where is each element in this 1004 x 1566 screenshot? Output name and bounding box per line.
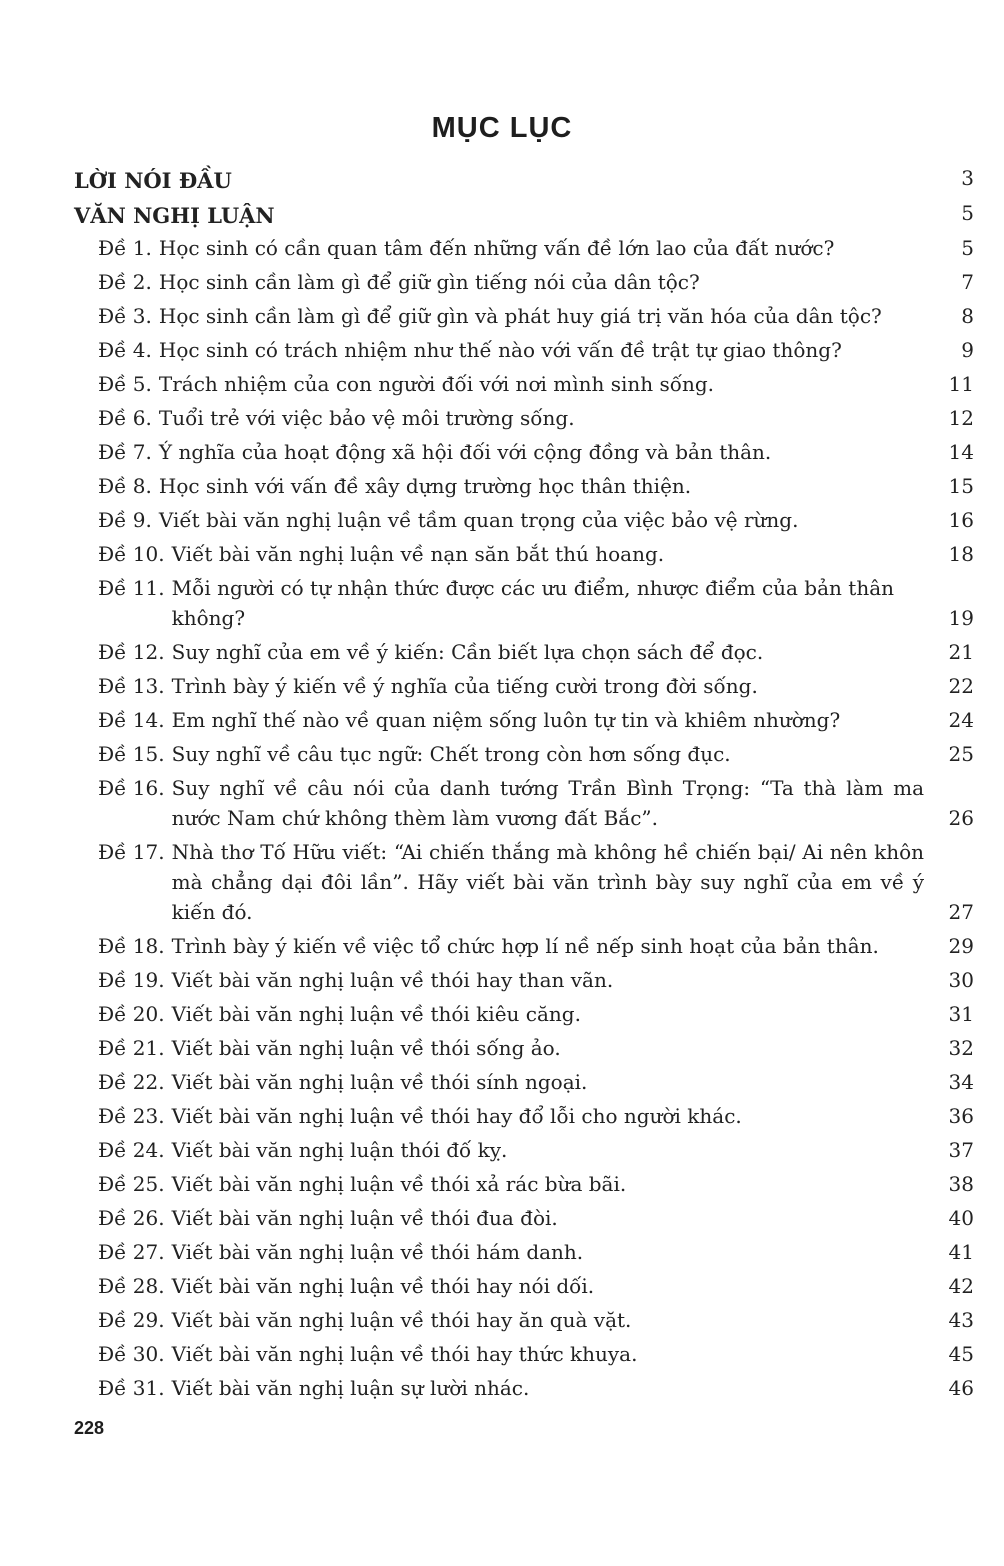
- entry-page-number: 34: [948, 1070, 974, 1094]
- entry-text: [98, 999, 924, 1029]
- toc-entry: [74, 637, 974, 667]
- entry-title: Học sinh có trách nhiệm như thế nào với vấn đề trật tự giao thông?: [158, 338, 842, 362]
- entry-label: Đề 30.: [98, 1342, 165, 1366]
- entry-label: Đề 13.: [98, 674, 165, 698]
- section-page-number: 3: [961, 166, 974, 190]
- toc-entry: [74, 573, 974, 633]
- toc-entry: [74, 1169, 974, 1199]
- entry-title: Suy nghĩ về câu tục ngữ: Chết trong còn hơn sống đục.: [171, 742, 731, 766]
- entry-label: Đề 7.: [98, 440, 152, 464]
- entry-title: Viết bài văn nghị luận thói đố kỵ.: [171, 1138, 508, 1162]
- toc-entry: [74, 1373, 974, 1403]
- entry-title: Viết bài văn nghị luận về nạn săn bắt thú hoang.: [171, 542, 665, 566]
- entry-label: Đề 14.: [98, 708, 165, 732]
- entry-page-number: 26: [948, 806, 974, 830]
- entry-title: Suy nghĩ về câu nói của danh tướng Trần Bình Trọng: “Ta thà làm ma nước Nam chứ không thèm làm vương đất Bắc”.: [171, 776, 924, 830]
- entry-page-number: 41: [948, 1240, 974, 1264]
- toc-section-foreword: [74, 163, 974, 198]
- entry-title: Viết bài văn nghị luận về thói hay thức khuya.: [171, 1342, 638, 1366]
- entry-page-number: 31: [948, 1002, 974, 1026]
- toc-entry: [74, 335, 974, 365]
- toc-entry: [74, 1237, 974, 1267]
- entry-label: Đề 26.: [98, 1206, 165, 1230]
- entry-label: Đề 23.: [98, 1104, 165, 1128]
- page-number: 228: [74, 1418, 105, 1438]
- toc-entry: [74, 1135, 974, 1165]
- toc-entry: [74, 539, 974, 569]
- entry-page-number: 12: [948, 406, 974, 430]
- entry-text: [98, 739, 924, 769]
- entry-page-number: 11: [948, 372, 974, 396]
- entry-title: Viết bài văn nghị luận sự lười nhác.: [171, 1376, 530, 1400]
- entry-text: [98, 637, 924, 667]
- toc-entry: [74, 965, 974, 995]
- entry-title: Suy nghĩ của em về ý kiến: Cần biết lựa chọn sách để đọc.: [171, 640, 764, 664]
- entry-text: [98, 539, 924, 569]
- entry-label: Đề 1.: [98, 236, 152, 260]
- entry-page-number: 45: [948, 1342, 974, 1366]
- toc-entry: [74, 773, 974, 833]
- toc-entry: [74, 739, 974, 769]
- entry-text: [98, 965, 924, 995]
- entry-title: Học sinh với vấn đề xây dựng trường học thân thiện.: [158, 474, 692, 498]
- entry-title: Ý nghĩa của hoạt động xã hội đối với cộng đồng và bản thân.: [158, 440, 772, 464]
- toc-entry: [74, 471, 974, 501]
- entry-text: [98, 1169, 924, 1199]
- entry-label: Đề 4.: [98, 338, 152, 362]
- entry-page-number: 43: [948, 1308, 974, 1332]
- entry-label: Đề 27.: [98, 1240, 165, 1264]
- entry-title: Trình bày ý kiến về việc tổ chức hợp lí nề nếp sinh hoạt của bản thân.: [171, 934, 879, 958]
- entry-text: [98, 1135, 924, 1165]
- entry-page-number: 16: [948, 508, 974, 532]
- entry-title: Viết bài văn nghị luận về thói hay ăn quà vặt.: [171, 1308, 632, 1332]
- entry-title: Trình bày ý kiến về ý nghĩa của tiếng cười trong đời sống.: [171, 674, 758, 698]
- entry-page-number: 40: [948, 1206, 974, 1230]
- entry-text: [98, 773, 924, 833]
- entry-label: Đề 9.: [98, 508, 152, 532]
- toc-entry: [74, 403, 974, 433]
- entry-page-number: 9: [961, 338, 974, 362]
- toc-entry: [74, 1203, 974, 1233]
- entry-label: Đề 22.: [98, 1070, 165, 1094]
- entry-text: [98, 931, 924, 961]
- entry-page-number: 30: [948, 968, 974, 992]
- entry-page-number: 7: [961, 270, 974, 294]
- table-of-contents: [74, 163, 974, 1407]
- entry-title: Học sinh cần làm gì để giữ gìn và phát huy giá trị văn hóa của dân tộc?: [158, 304, 882, 328]
- entry-label: Đề 28.: [98, 1274, 165, 1298]
- entry-title: Viết bài văn nghị luận về thói hay than vãn.: [171, 968, 614, 992]
- entry-label: Đề 3.: [98, 304, 152, 328]
- entry-text: [98, 1373, 924, 1403]
- entry-page-number: 24: [948, 708, 974, 732]
- entry-label: Đề 31.: [98, 1376, 165, 1400]
- entry-text: [98, 335, 924, 365]
- toc-entry: [74, 267, 974, 297]
- entry-label: Đề 2.: [98, 270, 152, 294]
- entry-text: [98, 837, 924, 927]
- toc-entry: [74, 1339, 974, 1369]
- entry-title: Học sinh có cần quan tâm đến những vấn đề lớn lao của đất nước?: [158, 236, 835, 260]
- entry-label: Đề 6.: [98, 406, 152, 430]
- section-page-number: 5: [961, 201, 974, 225]
- toc-entry: [74, 1271, 974, 1301]
- entry-label: Đề 25.: [98, 1172, 165, 1196]
- entry-page-number: 46: [948, 1376, 974, 1400]
- entry-title: Viết bài văn nghị luận về thói sống ảo.: [171, 1036, 561, 1060]
- entry-label: Đề 17.: [98, 840, 165, 864]
- entry-text: [98, 1203, 924, 1233]
- entry-title: Nhà thơ Tố Hữu viết: “Ai chiến thắng mà không hề chiến bại/ Ai nên khôn mà chẳng dại đôi lần”. Hãy viết bài văn trình bày suy nghĩ của em về ý kiến đó.: [171, 840, 924, 924]
- toc-section-argumentative: [74, 198, 974, 233]
- entry-title: Viết bài văn nghị luận về thói kiêu căng.: [171, 1002, 581, 1026]
- toc-entry: [74, 505, 974, 535]
- entry-text: [98, 1271, 924, 1301]
- toc-title: MỤC LỤC: [431, 112, 573, 144]
- entry-title: Viết bài văn nghị luận về thói xả rác bừa bãi.: [171, 1172, 627, 1196]
- entry-text: [98, 1033, 924, 1063]
- entry-page-number: 25: [948, 742, 974, 766]
- entry-label: Đề 12.: [98, 640, 165, 664]
- entry-page-number: 8: [961, 304, 974, 328]
- entry-page-number: 27: [948, 900, 974, 924]
- entry-text: [98, 1237, 924, 1267]
- entry-title: Viết bài văn nghị luận về thói hám danh.: [171, 1240, 584, 1264]
- toc-entry: [74, 1067, 974, 1097]
- entry-label: Đề 5.: [98, 372, 152, 396]
- entry-text: [98, 573, 924, 633]
- entry-page-number: 15: [948, 474, 974, 498]
- entry-page-number: 22: [948, 674, 974, 698]
- toc-entry: [74, 1101, 974, 1131]
- entry-text: [98, 671, 924, 701]
- entry-label: Đề 18.: [98, 934, 165, 958]
- entry-page-number: 19: [948, 606, 974, 630]
- toc-entry: [74, 671, 974, 701]
- entry-page-number: 32: [948, 1036, 974, 1060]
- entry-title: Mỗi người có tự nhận thức được các ưu điểm, nhược điểm của bản thân không?: [171, 576, 894, 630]
- entry-text: [98, 1305, 924, 1335]
- entry-label: Đề 21.: [98, 1036, 165, 1060]
- entry-label: Đề 24.: [98, 1138, 165, 1162]
- entry-text: [98, 1339, 924, 1369]
- entry-label: Đề 29.: [98, 1308, 165, 1332]
- toc-entry: [74, 233, 974, 263]
- entry-label: Đề 15.: [98, 742, 165, 766]
- entry-page-number: 29: [948, 934, 974, 958]
- toc-entry: [74, 705, 974, 735]
- entry-label: Đề 20.: [98, 1002, 165, 1026]
- toc-entry: [74, 837, 974, 927]
- toc-entries: [74, 233, 974, 1403]
- toc-entry: [74, 999, 974, 1029]
- entry-text: [98, 1067, 924, 1097]
- entry-title: Viết bài văn nghị luận về thói đua đòi.: [171, 1206, 558, 1230]
- entry-label: Đề 8.: [98, 474, 152, 498]
- entry-page-number: 21: [948, 640, 974, 664]
- entry-text: [98, 267, 924, 297]
- entry-text: [98, 505, 924, 535]
- entry-text: [98, 705, 924, 735]
- entry-page-number: 14: [948, 440, 974, 464]
- section-title: VĂN NGHỊ LUẬN: [74, 203, 275, 228]
- entry-page-number: 38: [948, 1172, 974, 1196]
- entry-title: Em nghĩ thế nào về quan niệm sống luôn tự tin và khiêm nhường?: [171, 708, 841, 732]
- toc-entry: [74, 1033, 974, 1063]
- entry-page-number: 5: [961, 236, 974, 260]
- entry-text: [98, 233, 924, 263]
- toc-entry: [74, 301, 974, 331]
- entry-page-number: 18: [948, 542, 974, 566]
- entry-text: [98, 471, 924, 501]
- entry-title: Trách nhiệm của con người đối với nơi mình sinh sống.: [158, 372, 715, 396]
- entry-page-number: 42: [948, 1274, 974, 1298]
- entry-title: Tuổi trẻ với việc bảo vệ môi trường sống.: [158, 406, 575, 430]
- entry-label: Đề 10.: [98, 542, 165, 566]
- toc-entry: [74, 931, 974, 961]
- entry-title: Viết bài văn nghị luận về thói hay nói dối.: [171, 1274, 595, 1298]
- entry-title: Viết bài văn nghị luận về tầm quan trọng của việc bảo vệ rừng.: [158, 508, 799, 532]
- entry-title: Viết bài văn nghị luận về thói hay đổ lỗi cho người khác.: [171, 1104, 742, 1128]
- entry-text: [98, 301, 924, 331]
- entry-label: Đề 11.: [98, 576, 165, 600]
- entry-text: [98, 403, 924, 433]
- toc-entry: [74, 369, 974, 399]
- entry-page-number: 37: [948, 1138, 974, 1162]
- entry-text: [98, 437, 924, 467]
- entry-title: Viết bài văn nghị luận về thói sính ngoại.: [171, 1070, 588, 1094]
- entry-label: Đề 19.: [98, 968, 165, 992]
- entry-text: [98, 1101, 924, 1131]
- toc-entry: [74, 1305, 974, 1335]
- entry-label: Đề 16.: [98, 776, 165, 800]
- toc-entry: [74, 437, 974, 467]
- entry-title: Học sinh cần làm gì để giữ gìn tiếng nói của dân tộc?: [158, 270, 700, 294]
- entry-text: [98, 369, 924, 399]
- section-title: LỜI NÓI ĐẦU: [74, 168, 232, 193]
- entry-page-number: 36: [948, 1104, 974, 1128]
